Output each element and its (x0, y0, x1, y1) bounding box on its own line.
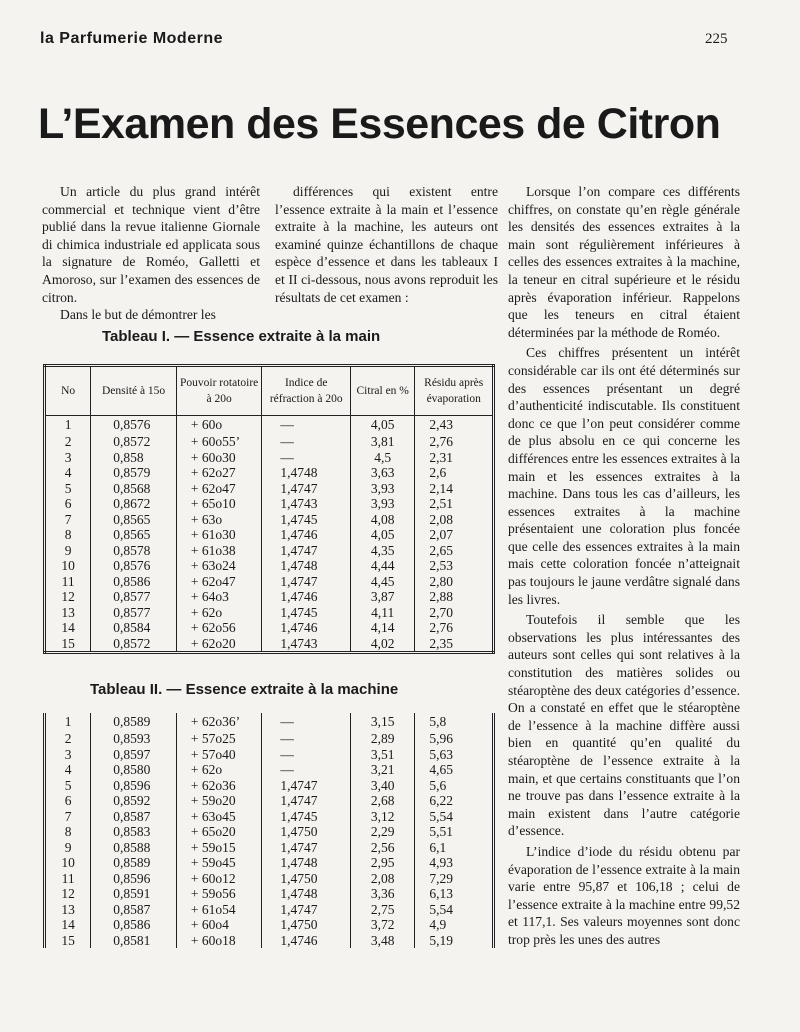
table-row (45, 543, 494, 559)
table-cell: 2,95 (351, 855, 415, 871)
table-cell: 3,21 (351, 762, 415, 778)
table-cell: 8 (64, 527, 72, 542)
table-cell: 1,4748 (262, 465, 351, 481)
table-row (45, 778, 494, 794)
paragraph: différences qui existent entre l’essence extraite à la main et l’essence extraite à la machine, les auteurs ont examiné quinze échantillons de chaque espèce d’essence et dans les tableaux I et II ci-dessous, nous avons reproduit les résultats de cet examen : (275, 184, 498, 305)
table-cell: — (262, 731, 351, 747)
table-cell: 1,4747 (262, 543, 351, 559)
table-cell: 1 (64, 417, 72, 433)
table-cell: 1,4748 (262, 886, 351, 902)
table-cell: 3,93 (351, 496, 415, 512)
table-cell: 0,8584 (91, 620, 177, 636)
table-cell: 2,89 (351, 731, 415, 747)
table-cell: — (262, 747, 351, 763)
table-cell: 5,8 (415, 713, 494, 731)
table-cell: + 57o40 (176, 747, 262, 763)
table-cell: 0,8588 (91, 840, 177, 856)
table-cell: 1,4745 (262, 809, 351, 825)
table-cell: 0,8577 (91, 589, 177, 605)
table-cell: 4,02 (351, 636, 415, 653)
table-cell: 3 (64, 746, 72, 762)
table-cell: + 60o55’ (176, 434, 262, 450)
table-cell: 2,53 (415, 558, 494, 574)
table-cell: + 65o20 (176, 824, 262, 840)
table-cell: 2,29 (351, 824, 415, 840)
table-cell: 1,4746 (262, 589, 351, 605)
table-cell: 0,858 (91, 450, 177, 466)
table-cell: 1,4747 (262, 902, 351, 918)
table-1-title: Tableau I. — Essence extraite à la main (102, 328, 381, 345)
table-cell: 2,6 (415, 465, 494, 481)
table-cell: 2,80 (415, 574, 494, 590)
table-cell: 0,8581 (91, 933, 177, 949)
table-row (45, 855, 494, 871)
table-cell: + 61o30 (176, 527, 262, 543)
table-cell: 15 (61, 932, 75, 948)
paragraph: Ces chiffres présentent un intérêt considérable car ils ont été déterminés sur des essences présentant un degré d’authenticité indiscutable. Ils constituent donc ce que l’on peut considérer comme de plus absolu en ce qui concerne les différences entre les essences extraites à la main et les essences extraites à la machine. Dans tous les cas d’ailleurs, les essences extraites à la machine présentaient une coloration plus foncée que celle des essences extraites à la main mais cette coloration foncée n’atteignait pas toujours le jaune verdâtre signalé dans les livres. (508, 345, 740, 607)
table-cell: 3,72 (351, 917, 415, 933)
table-cell: 3,63 (351, 465, 415, 481)
table-cell: 1,4743 (262, 636, 351, 653)
table-cell: 7,29 (415, 871, 494, 887)
table-cell: 1,4745 (262, 512, 351, 528)
table-cell: 4,35 (351, 543, 415, 559)
table-cell: 0,8577 (91, 605, 177, 621)
table-cell: 0,8592 (91, 793, 177, 809)
table-cell: 7 (64, 511, 72, 527)
table-cell: + 62o (176, 605, 262, 621)
table-cell: 1,4748 (262, 855, 351, 871)
table-cell: + 62o36’ (176, 713, 262, 731)
table-cell: 6 (64, 496, 72, 511)
table-cell: 0,8672 (91, 496, 177, 512)
paragraph: Lorsque l’on compare ces différents chiffres, on constate qu’en règle générale les densités des essences extraites à la main sont régulièrement inférieures à celles des essences extraites à la machine, la teneur en citral supérieure et le résidu après évaporation inférieur. Rappelons que les teneurs en citral étaient déterminées par la méthode de Roméo. (508, 184, 740, 340)
table-cell: 4,14 (351, 620, 415, 636)
table-cell: + 60o4 (176, 917, 262, 933)
table-cell: 4,93 (415, 855, 494, 871)
table-cell: + 62o56 (176, 620, 262, 636)
table-cell: 3,40 (351, 778, 415, 794)
table-cell: 1,4745 (262, 605, 351, 621)
article-title: L’Examen des Essences de Citron (38, 100, 721, 148)
column-2 (275, 183, 498, 306)
table-row (45, 434, 494, 450)
table-cell: + 61o54 (176, 902, 262, 918)
table-cell: 9 (64, 839, 72, 855)
table-cell: 2,75 (351, 902, 415, 918)
table-cell: 2,31 (415, 450, 494, 466)
table-cell: + 59o20 (176, 793, 262, 809)
table-cell: 0,8583 (91, 824, 177, 840)
table-cell: + 59o45 (176, 855, 262, 871)
table-cell: 2 (64, 731, 72, 746)
table-cell: 12 (61, 886, 75, 901)
column-3 (508, 183, 740, 952)
table-cell: 1,4747 (262, 793, 351, 809)
table-row (45, 636, 494, 653)
table-2 (43, 713, 495, 948)
table-row (45, 527, 494, 543)
table-cell: 1 (64, 714, 72, 730)
table-cell: 1,4746 (262, 527, 351, 543)
table-cell: 1,4747 (262, 574, 351, 590)
table-cell: 1,4747 (262, 778, 351, 794)
paragraph: L’indice d’iode du résidu obtenu par évaporation de l’essence extraite à la main varie entre 95,87 et 106,18 ; celui de l’essence extraite à la machine entre 99,52 et 117,1. Ses valeurs moyennes sont donc trop près les unes des autres (508, 843, 740, 947)
table-cell: + 62o27 (176, 465, 262, 481)
paragraph: Toutefois il semble que les observations les plus intéressantes des auteurs sont celles qui sont relatives à la constitution des matières solides ou stéaroptène des deux catégories d’essence. On a constaté en effet que le stéaroptène de l’essence à la machine diffère aussi bien en quantité qu’en qualité du stéaroptène de l’essence extraite à la main, et que certains constituants que l’on ne trouve pas dans l’essence extraite à la main existent dans l’autre catégorie d’essence. (508, 612, 740, 839)
table-cell: 4,05 (351, 527, 415, 543)
table-row (45, 512, 494, 528)
table-row (45, 871, 494, 887)
table-cell: + 64o3 (176, 589, 262, 605)
table-row (45, 840, 494, 856)
table-cell: 2,76 (415, 434, 494, 450)
table-cell: 6,13 (415, 886, 494, 902)
table-cell: 0,8565 (91, 527, 177, 543)
table-cell: 5,96 (415, 731, 494, 747)
table-cell: 2,08 (351, 871, 415, 887)
table-cell: 5,51 (415, 824, 494, 840)
table-cell: 5,54 (415, 809, 494, 825)
table-cell: 0,8578 (91, 543, 177, 559)
table-cell: 2,76 (415, 620, 494, 636)
table-cell: 0,8576 (91, 416, 177, 435)
table-cell: 10 (61, 558, 75, 573)
table-cell: 2,43 (415, 416, 494, 435)
table-cell: 5 (64, 777, 72, 793)
paragraph: Dans le but de démontrer les (60, 307, 216, 323)
table-cell: 3,81 (351, 434, 415, 450)
table-cell: + 63o (176, 512, 262, 528)
table-cell: + 62o36 (176, 778, 262, 794)
table-cell: + 59o15 (176, 840, 262, 856)
table-cell: 1,4748 (262, 558, 351, 574)
table-1 (43, 364, 495, 654)
table-cell: + 62o (176, 762, 262, 778)
table-cell: 3,51 (351, 747, 415, 763)
table-row (45, 809, 494, 825)
table-cell: 0,8580 (91, 762, 177, 778)
table-cell: 2 (64, 434, 72, 449)
table-header-row (45, 366, 494, 416)
table-cell: 0,8597 (91, 747, 177, 763)
table-cell: 0,8591 (91, 886, 177, 902)
table-row (45, 886, 494, 902)
page-number: 225 (705, 31, 728, 47)
table-cell: + 60o30 (176, 450, 262, 466)
table-cell: 1,4747 (262, 840, 351, 856)
header-rotation: Pouvoir rotatoire à 20o (176, 366, 262, 416)
table-row (45, 481, 494, 497)
table-cell: 3,12 (351, 809, 415, 825)
table-cell: + 62o20 (176, 636, 262, 653)
table-cell: + 59o56 (176, 886, 262, 902)
table-cell: 11 (61, 573, 75, 589)
table-cell: 13 (61, 604, 75, 620)
table-cell: 5,63 (415, 747, 494, 763)
table-row (45, 605, 494, 621)
table-cell: + 60o (176, 416, 262, 435)
table-cell: — (262, 762, 351, 778)
table-cell: 0,8565 (91, 512, 177, 528)
table-cell: 4 (64, 762, 72, 777)
table-cell: 0,8593 (91, 731, 177, 747)
table-row (45, 824, 494, 840)
table-cell: 14 (61, 917, 75, 932)
table-cell: — (262, 416, 351, 435)
table-cell: 0,8587 (91, 902, 177, 918)
table-cell: 2,88 (415, 589, 494, 605)
table-cell: 4,11 (351, 605, 415, 621)
table-cell: + 57o25 (176, 731, 262, 747)
table-cell: + 61o38 (176, 543, 262, 559)
header-residue: Résidu après évaporation (415, 366, 494, 416)
table-cell: 4,65 (415, 762, 494, 778)
header-citral: Citral en % (351, 366, 415, 416)
table-cell: 5 (64, 480, 72, 496)
table-cell: — (262, 450, 351, 466)
table-cell: 1,4746 (262, 620, 351, 636)
table-cell: 0,8589 (91, 713, 177, 731)
table-cell: 6,1 (415, 840, 494, 856)
table-cell: 9 (64, 542, 72, 558)
table-cell: 2,65 (415, 543, 494, 559)
table-cell: 0,8586 (91, 574, 177, 590)
table-cell: 0,8596 (91, 778, 177, 794)
table-cell: 14 (61, 620, 75, 635)
header-density: Densité à 15o (91, 366, 177, 416)
table-cell: 2,14 (415, 481, 494, 497)
table-cell: 1,4747 (262, 481, 351, 497)
table-cell: 2,35 (415, 636, 494, 653)
table-row (45, 416, 494, 435)
table-cell: 3 (64, 449, 72, 465)
table-cell: 0,8576 (91, 558, 177, 574)
table-row (45, 731, 494, 747)
journal-name: la Parfumerie Moderne (40, 30, 223, 47)
table-row (45, 496, 494, 512)
table-row (45, 933, 494, 949)
table-row (45, 747, 494, 763)
table-cell: 8 (64, 824, 72, 839)
table-cell: 6 (64, 793, 72, 808)
table-row (45, 917, 494, 933)
table-cell: 6,22 (415, 793, 494, 809)
table-cell: 0,8572 (91, 434, 177, 450)
table-cell: 3,93 (351, 481, 415, 497)
table-cell: 11 (61, 870, 75, 886)
table-cell: 12 (61, 589, 75, 604)
table-cell: 2,07 (415, 527, 494, 543)
table-cell: 3,87 (351, 589, 415, 605)
table-cell: 2,56 (351, 840, 415, 856)
column-1 (42, 183, 260, 324)
table-cell: 0,8586 (91, 917, 177, 933)
table-cell: + 60o12 (176, 871, 262, 887)
table-cell: 2,51 (415, 496, 494, 512)
table-row (45, 713, 494, 731)
table-cell: 0,8579 (91, 465, 177, 481)
table-cell: + 60o18 (176, 933, 262, 949)
table-cell: 15 (61, 635, 75, 651)
table-cell: + 63o45 (176, 809, 262, 825)
table-row (45, 450, 494, 466)
table-row (45, 574, 494, 590)
table-row (45, 558, 494, 574)
table-cell: 4,08 (351, 512, 415, 528)
table-cell: 5,54 (415, 902, 494, 918)
table-cell: 2,70 (415, 605, 494, 621)
table-row (45, 620, 494, 636)
table-cell: 1,4750 (262, 824, 351, 840)
table-cell: 3,36 (351, 886, 415, 902)
table-cell: 13 (61, 901, 75, 917)
table-cell: 10 (61, 855, 75, 870)
table-cell: 3,48 (351, 933, 415, 949)
table-cell: 0,8587 (91, 809, 177, 825)
table-cell: 4,5 (351, 450, 415, 466)
table-cell: 2,68 (351, 793, 415, 809)
table-cell: 4 (64, 465, 72, 480)
table-cell: + 62o47 (176, 574, 262, 590)
table-cell: — (262, 713, 351, 731)
table-cell: 0,8589 (91, 855, 177, 871)
table-cell: 1,4750 (262, 917, 351, 933)
paragraph: Un article du plus grand intérêt commercial et technique vient d’être publié dans la revue italienne Giornale di chimica industriale ed applicata sous la signature de Roméo, Galletti et Amoroso, sur l’examen des essences de citron. (42, 184, 260, 305)
table-cell: + 62o47 (176, 481, 262, 497)
table-cell: 2,08 (415, 512, 494, 528)
header-no: No (45, 366, 91, 416)
table-cell: 5,6 (415, 778, 494, 794)
table-row (45, 465, 494, 481)
table-cell: + 65o10 (176, 496, 262, 512)
table-2-title: Tableau II. — Essence extraite à la machine (90, 681, 399, 698)
table-cell: 4,05 (351, 416, 415, 435)
header-refraction: Indice de réfraction à 20o (262, 366, 351, 416)
table-row (45, 902, 494, 918)
table-cell: 0,8596 (91, 871, 177, 887)
table-row (45, 762, 494, 778)
table-cell: 0,8572 (91, 636, 177, 653)
table-cell: 1,4746 (262, 933, 351, 949)
table-cell: 1,4750 (262, 871, 351, 887)
table-cell: 0,8568 (91, 481, 177, 497)
table-cell: 1,4743 (262, 496, 351, 512)
table-cell: + 63o24 (176, 558, 262, 574)
table-cell: 5,19 (415, 933, 494, 949)
table-cell: 7 (64, 808, 72, 824)
table-row (45, 589, 494, 605)
table-row (45, 793, 494, 809)
table-cell: 4,45 (351, 574, 415, 590)
table-cell: 4,9 (415, 917, 494, 933)
table-cell: — (262, 434, 351, 450)
table-cell: 4,44 (351, 558, 415, 574)
table-cell: 3,15 (351, 713, 415, 731)
